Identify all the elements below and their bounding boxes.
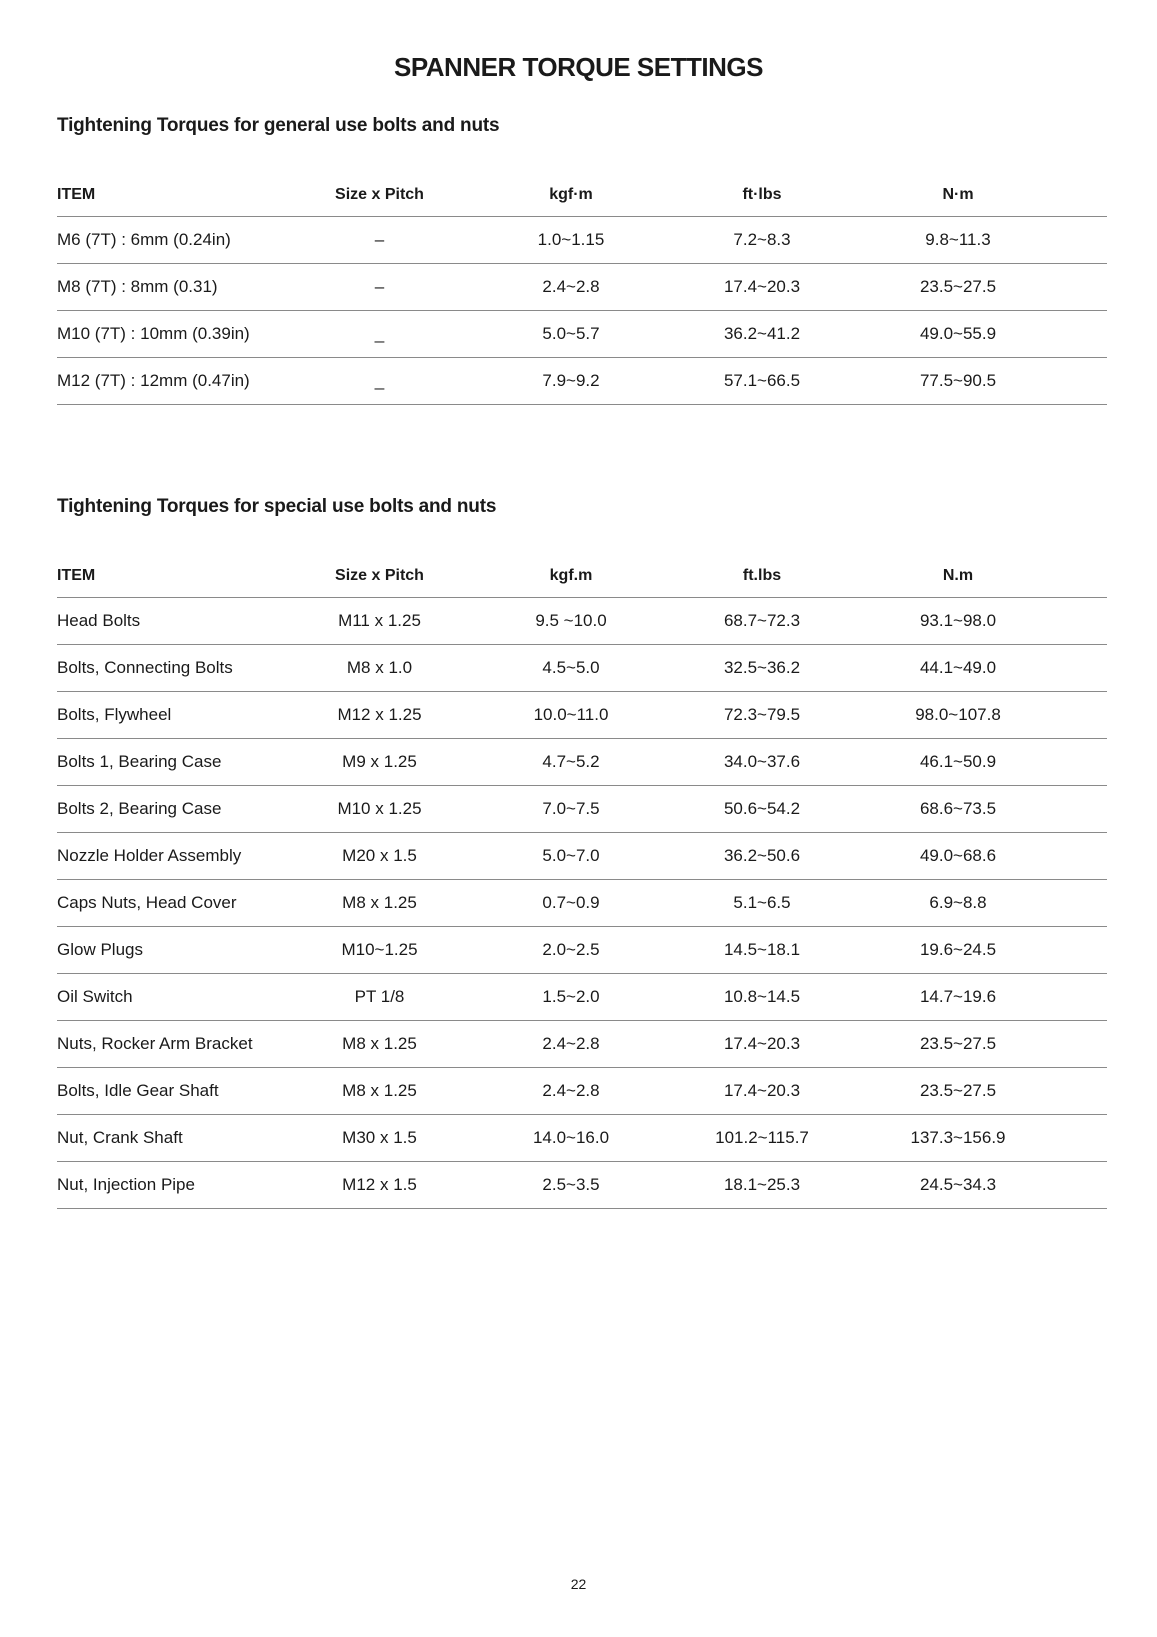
cell-size-pitch: M30 x 1.5 bbox=[342, 1128, 417, 1147]
cell-ft-lbs: 5.1~6.5 bbox=[733, 893, 791, 912]
table-row bbox=[57, 786, 1107, 833]
cell-item: Nuts, Rocker Arm Bracket bbox=[57, 1034, 253, 1053]
cell-item: Bolts, Idle Gear Shaft bbox=[57, 1081, 219, 1100]
table-row bbox=[57, 974, 1107, 1021]
table-row bbox=[57, 358, 1107, 405]
cell-n-m: 98.0~107.8 bbox=[915, 705, 1001, 724]
cell-ft-lbs: 7.2~8.3 bbox=[733, 230, 791, 249]
cell-kgf-m: 5.0~7.0 bbox=[542, 846, 600, 865]
table-row bbox=[57, 1162, 1107, 1209]
cell-item: Bolts 1, Bearing Case bbox=[57, 752, 222, 771]
special-torque-table bbox=[57, 567, 1107, 1209]
cell-kgf-m: 2.4~2.8 bbox=[542, 277, 600, 296]
cell-n-m: 9.8~11.3 bbox=[925, 230, 991, 249]
cell-kgf-m: 1.0~1.15 bbox=[537, 230, 605, 249]
cell-ft-lbs: 36.2~41.2 bbox=[723, 324, 801, 343]
table-row bbox=[57, 264, 1107, 311]
cell-kgf-m: 7.9~9.2 bbox=[542, 371, 600, 390]
cell-kgf-m: 9.5 ~10.0 bbox=[535, 611, 607, 630]
cell-size-pitch: – bbox=[374, 277, 385, 296]
cell-kgf-m: 2.0~2.5 bbox=[542, 940, 600, 959]
cell-n-m: 68.6~73.5 bbox=[919, 799, 997, 818]
cell-item: M10 (7T) : 10mm (0.39in) bbox=[57, 324, 250, 343]
column-header-item: ITEM bbox=[57, 186, 96, 203]
column-header-item: ITEM bbox=[57, 567, 96, 584]
cell-size-pitch: M12 x 1.5 bbox=[342, 1175, 417, 1194]
cell-ft-lbs: 101.2~115.7 bbox=[715, 1128, 809, 1147]
column-header-size-pitch: Size x Pitch bbox=[335, 186, 424, 203]
cell-kgf-m: 1.5~2.0 bbox=[542, 987, 600, 1006]
table-header-row bbox=[57, 567, 1107, 598]
cell-n-m: 93.1~98.0 bbox=[919, 611, 997, 630]
cell-ft-lbs: 10.8~14.5 bbox=[723, 987, 801, 1006]
cell-ft-lbs: 72.3~79.5 bbox=[723, 705, 801, 724]
cell-ft-lbs: 36.2~50.6 bbox=[723, 846, 801, 865]
cell-ft-lbs: 34.0~37.6 bbox=[723, 752, 801, 771]
cell-n-m: 19.6~24.5 bbox=[919, 940, 997, 959]
cell-n-m: 23.5~27.5 bbox=[919, 277, 997, 296]
cell-size-pitch: M10 x 1.25 bbox=[337, 799, 422, 818]
cell-n-m: 23.5~27.5 bbox=[919, 1034, 997, 1053]
cell-size-pitch: _ bbox=[374, 371, 385, 390]
cell-size-pitch: – bbox=[374, 230, 385, 249]
column-header-n-m: N·m bbox=[942, 186, 974, 203]
cell-kgf-m: 4.7~5.2 bbox=[542, 752, 600, 771]
cell-size-pitch: M12 x 1.25 bbox=[337, 705, 422, 724]
table-row bbox=[57, 217, 1107, 264]
cell-ft-lbs: 17.4~20.3 bbox=[723, 1034, 801, 1053]
table-header-row bbox=[57, 186, 1107, 217]
cell-n-m: 49.0~68.6 bbox=[919, 846, 997, 865]
cell-item: M8 (7T) : 8mm (0.31) bbox=[57, 277, 218, 296]
page-title: SPANNER TORQUE SETTINGS bbox=[394, 52, 763, 82]
cell-item: Nozzle Holder Assembly bbox=[57, 846, 242, 865]
cell-kgf-m: 10.0~11.0 bbox=[533, 705, 609, 724]
cell-size-pitch: M11 x 1.25 bbox=[338, 611, 421, 630]
cell-size-pitch: M8 x 1.25 bbox=[342, 893, 417, 912]
cell-item: Nut, Injection Pipe bbox=[57, 1175, 195, 1194]
cell-kgf-m: 2.4~2.8 bbox=[542, 1034, 600, 1053]
table-row bbox=[57, 927, 1107, 974]
cell-ft-lbs: 17.4~20.3 bbox=[723, 1081, 801, 1100]
table-row bbox=[57, 1115, 1107, 1162]
cell-item: Bolts, Connecting Bolts bbox=[57, 658, 233, 677]
table-row bbox=[57, 739, 1107, 786]
special-torque-heading: Tightening Torques for special use bolts and nuts bbox=[57, 496, 497, 517]
cell-kgf-m: 2.5~3.5 bbox=[542, 1175, 600, 1194]
table-row bbox=[57, 880, 1107, 927]
cell-size-pitch: PT 1/8 bbox=[354, 987, 405, 1006]
cell-n-m: 77.5~90.5 bbox=[919, 371, 997, 390]
cell-n-m: 23.5~27.5 bbox=[919, 1081, 997, 1100]
cell-ft-lbs: 14.5~18.1 bbox=[723, 940, 801, 959]
cell-item: Oil Switch bbox=[57, 987, 133, 1006]
cell-ft-lbs: 18.1~25.3 bbox=[723, 1175, 801, 1194]
cell-ft-lbs: 50.6~54.2 bbox=[723, 799, 801, 818]
table-row bbox=[57, 598, 1107, 645]
table-row bbox=[57, 1068, 1107, 1115]
cell-ft-lbs: 17.4~20.3 bbox=[723, 277, 801, 296]
cell-kgf-m: 14.0~16.0 bbox=[532, 1128, 610, 1147]
cell-ft-lbs: 32.5~36.2 bbox=[723, 658, 801, 677]
cell-kgf-m: 5.0~5.7 bbox=[542, 324, 600, 343]
cell-size-pitch: M20 x 1.5 bbox=[342, 846, 417, 865]
column-header-kgf-m: kgf.m bbox=[549, 567, 593, 584]
table-row bbox=[57, 1021, 1107, 1068]
cell-size-pitch: M8 x 1.0 bbox=[346, 658, 413, 677]
table-row bbox=[57, 692, 1107, 739]
table-row bbox=[57, 645, 1107, 692]
cell-ft-lbs: 68.7~72.3 bbox=[723, 611, 801, 630]
cell-kgf-m: 4.5~5.0 bbox=[542, 658, 600, 677]
general-torque-table bbox=[57, 186, 1107, 405]
cell-n-m: 6.9~8.8 bbox=[929, 893, 987, 912]
column-header-n-m: N.m bbox=[942, 567, 974, 584]
cell-item: Caps Nuts, Head Cover bbox=[57, 893, 237, 912]
cell-n-m: 24.5~34.3 bbox=[919, 1175, 997, 1194]
cell-size-pitch: _ bbox=[374, 324, 385, 343]
cell-item: M12 (7T) : 12mm (0.47in) bbox=[57, 371, 250, 390]
cell-size-pitch: M8 x 1.25 bbox=[342, 1034, 417, 1053]
column-header-kgf-m: kgf·m bbox=[549, 186, 593, 203]
cell-n-m: 14.7~19.6 bbox=[919, 987, 997, 1006]
cell-n-m: 137.3~156.9 bbox=[910, 1128, 1006, 1147]
page-number: 22 bbox=[570, 1576, 587, 1592]
column-header-size-pitch: Size x Pitch bbox=[335, 567, 424, 584]
table-row bbox=[57, 833, 1107, 880]
cell-kgf-m: 2.4~2.8 bbox=[542, 1081, 600, 1100]
cell-kgf-m: 0.7~0.9 bbox=[542, 893, 600, 912]
cell-item: Bolts, Flywheel bbox=[57, 705, 172, 724]
cell-ft-lbs: 57.1~66.5 bbox=[723, 371, 801, 390]
general-torque-heading: Tightening Torques for general use bolts and nuts bbox=[57, 115, 500, 136]
column-header-ft-lbs: ft.lbs bbox=[742, 567, 782, 584]
cell-kgf-m: 7.0~7.5 bbox=[542, 799, 600, 818]
cell-size-pitch: M8 x 1.25 bbox=[342, 1081, 417, 1100]
cell-n-m: 46.1~50.9 bbox=[919, 752, 997, 771]
cell-item: Nut, Crank Shaft bbox=[57, 1128, 183, 1147]
cell-n-m: 49.0~55.9 bbox=[919, 324, 997, 343]
cell-item: Glow Plugs bbox=[57, 940, 143, 959]
cell-item: M6 (7T) : 6mm (0.24in) bbox=[57, 230, 231, 249]
cell-item: Bolts 2, Bearing Case bbox=[57, 799, 222, 818]
cell-size-pitch: M9 x 1.25 bbox=[342, 752, 417, 771]
cell-n-m: 44.1~49.0 bbox=[919, 658, 997, 677]
table-row bbox=[57, 311, 1107, 358]
column-header-ft-lbs: ft·lbs bbox=[742, 186, 782, 203]
cell-item: Head Bolts bbox=[57, 611, 141, 630]
cell-size-pitch: M10~1.25 bbox=[341, 940, 418, 959]
